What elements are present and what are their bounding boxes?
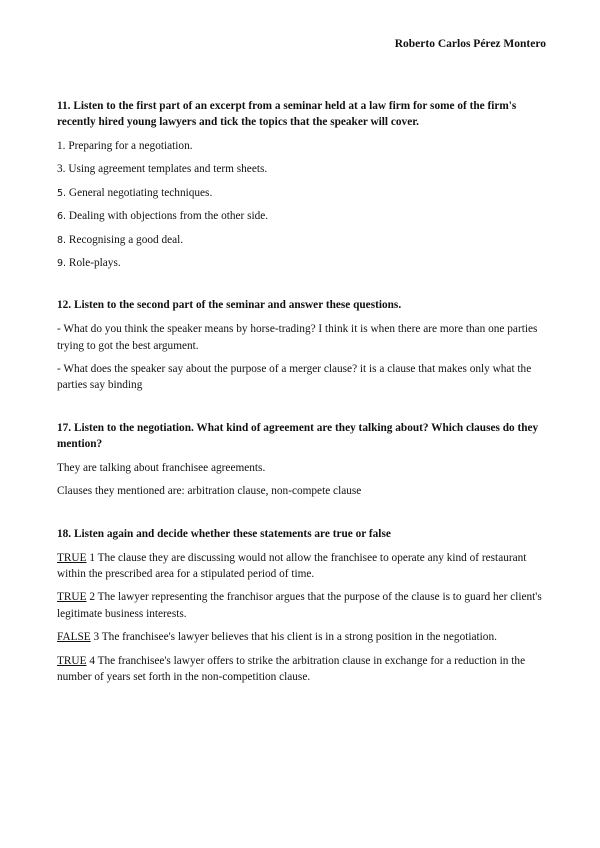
section-17: [57, 420, 552, 500]
true-false-label: TRUE: [57, 591, 87, 604]
statement-text: 1 The clause they are discussing would not allow the franchisee to operate any kind of restaurant within the prescribed area for a stipulated period of time.: [57, 551, 527, 581]
topic-text: Using agreement templates and term sheets.: [68, 163, 268, 176]
topic-item: [57, 208, 552, 224]
question-17-title: 17. Listen to the negotiation. What kind of agreement are they talking about? Which clauses do they mention?: [57, 421, 539, 450]
question-18-title: 18. Listen again and decide whether these statements are true or false: [57, 527, 391, 540]
statement-text: 2 The lawyer representing the franchisor argues that the purpose of the clause is to guard her client's legitimate business interests.: [57, 591, 542, 620]
topic-number: 9.: [57, 257, 67, 269]
topic-number: 8.: [57, 234, 67, 246]
statement-text: 4 The franchisee's lawyer offers to strike the arbitration clause in exchange for a reduction in the number of years set forth in the non-competition clause.: [57, 654, 526, 683]
topic-item: [57, 161, 552, 177]
topic-text: Role-plays.: [68, 256, 121, 269]
author-name: Roberto Carlos Pérez Montero: [394, 38, 546, 50]
true-false-label: FALSE: [57, 631, 91, 644]
topic-number: 5.: [57, 187, 67, 199]
statement-item: [57, 629, 552, 645]
topic-text: Recognising a good deal.: [68, 233, 184, 246]
topic-number: 6.: [57, 211, 67, 223]
statement-item: [57, 653, 552, 686]
topic-number: 3.: [57, 163, 66, 176]
topic-item: [57, 255, 552, 271]
true-false-label: TRUE: [57, 654, 87, 667]
statement-item: [57, 550, 552, 583]
topic-item: [57, 185, 552, 201]
section-11: [57, 98, 552, 271]
statement-text: 3 The franchisee's lawyer believes that his client is in a strong position in the negotiation.: [93, 631, 497, 644]
true-false-label: TRUE: [57, 551, 87, 564]
answer-paragraph: - What does the speaker say about the purpose of a merger clause? it is a clause that makes only what the parties say binding: [57, 363, 532, 392]
question-11-title: 11. Listen to the first part of an excerpt from a seminar held at a law firm for some of the firm's recently hired young lawyers and tick the topics that the speaker will cover.: [57, 100, 517, 129]
question-12-title: 12. Listen to the second part of the seminar and answer these questions.: [57, 299, 402, 312]
topic-item: [57, 232, 552, 248]
statement-item: [57, 589, 552, 622]
topic-text: General negotiating techniques.: [68, 186, 213, 199]
document-body: [57, 98, 552, 711]
answer-paragraph: They are talking about franchisee agreements.: [57, 461, 266, 474]
section-18: [57, 526, 552, 686]
topic-number: 1.: [57, 140, 66, 153]
section-12: [57, 297, 552, 394]
answer-paragraph: - What do you think the speaker means by horse-trading? I think it is when there are more than one parties trying to got the best argument.: [57, 323, 538, 352]
topic-text: Preparing for a negotiation.: [68, 140, 193, 153]
topic-text: Dealing with objections from the other side.: [68, 210, 269, 223]
answer-paragraph: Clauses they mentioned are: arbitration clause, non-compete clause: [57, 485, 362, 498]
topic-item: [57, 138, 552, 154]
